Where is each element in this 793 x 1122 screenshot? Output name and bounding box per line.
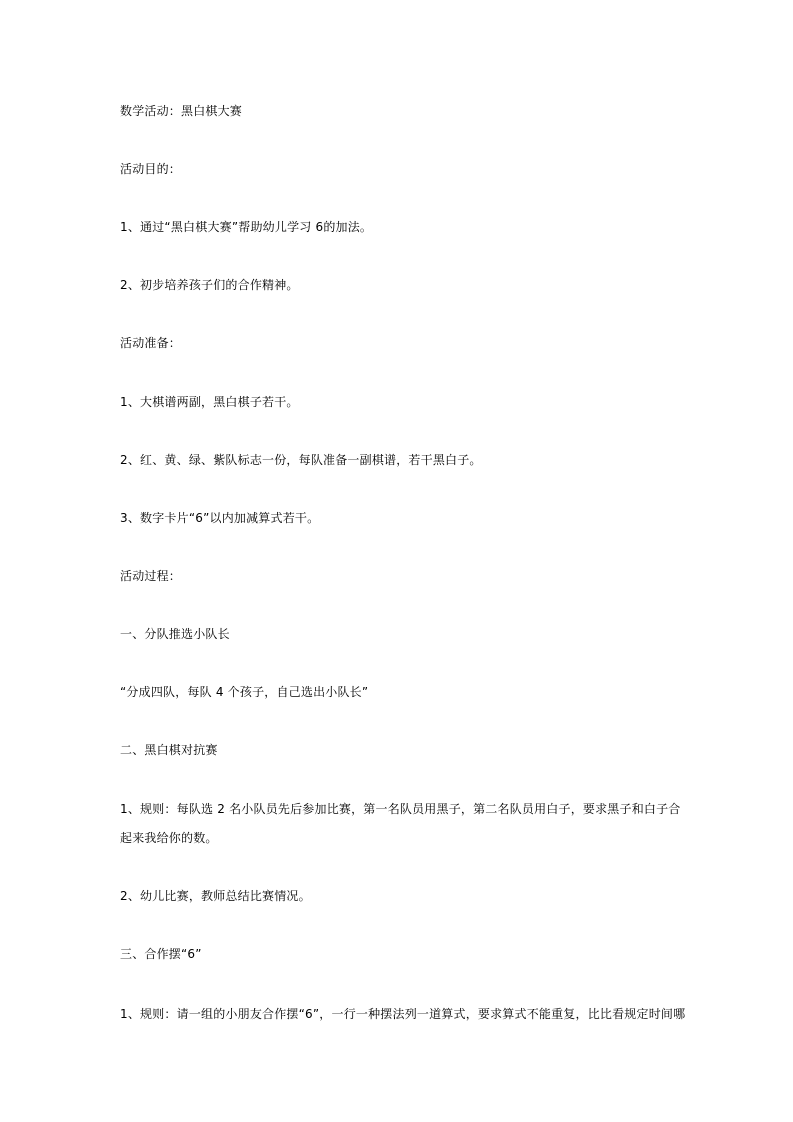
step3-heading: 三、合作摆“6” [120,947,202,961]
goal-item-2: 2、初步培养孩子们的合作精神。 [120,278,299,292]
step3-rule-line1: 1、规则：请一组的小朋友合作摆“6”，一行一种摆法列一道算式，要求算式不能重复，比比看规定时间哪 [120,1007,686,1021]
goal-item-1: 1、通过“黑白棋大赛”帮助幼儿学习 6的加法。 [120,220,373,234]
prep-item-2: 2、红、黄、绿、紫队标志一份，每队准备一副棋谱，若干黑白子。 [120,453,482,467]
step2-rule-line2: 起来我给你的数。 [120,831,218,845]
step1-heading: 一、分队推选小队长 [120,627,230,641]
document-title: 数学活动：黑白棋大赛 [120,104,243,118]
goal-heading: 活动目的： [120,162,182,176]
step1-text: “分成四队，每队 4 个孩子，自己选出小队长” [120,685,369,699]
prep-heading: 活动准备： [120,336,182,350]
prep-item-1: 1、大棋谱两副，黑白棋子若干。 [120,395,299,409]
step2-heading: 二、黑白棋对抗赛 [120,743,218,757]
step2-rule-line1: 1、规则：每队选 2 名小队员先后参加比赛，第一名队员用黑子，第二名队员用白子，要求黑子和白子合 [120,802,681,816]
prep-item-3: 3、数字卡片“6”以内加减算式若干。 [120,511,320,525]
process-heading: 活动过程： [120,569,182,583]
step2-item2: 2、幼儿比赛，教师总结比赛情况。 [120,889,311,903]
